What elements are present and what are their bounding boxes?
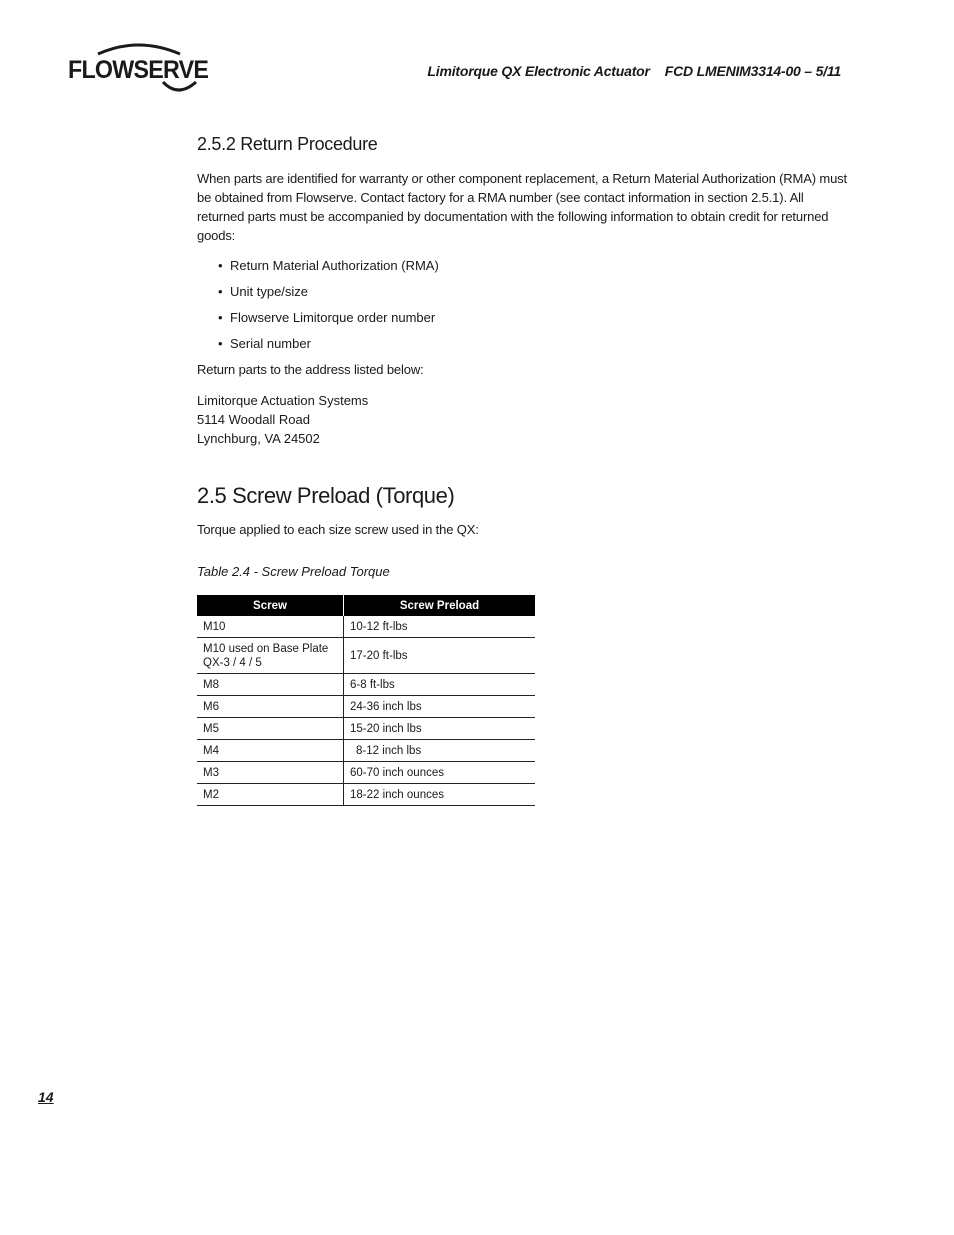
screw-cell: M6 [197,696,344,718]
preload-cell: 17-20 ft-lbs [344,638,536,674]
document-code: FCD LMENIM3314-00 – 5/11 [664,63,841,79]
table-row [197,674,535,696]
column-header-screw: Screw [197,595,344,616]
address-line: Limitorque Actuation Systems [197,393,369,408]
address-line: 5114 Woodall Road [197,412,310,427]
table-row [197,784,535,806]
table-row [197,696,535,718]
table-row [197,740,535,762]
preload-cell: 18-22 inch ounces [344,784,536,806]
screw-cell: M10 [197,616,344,638]
running-header [427,63,841,79]
table-row [197,718,535,740]
table-row [197,762,535,784]
table-row [197,616,535,638]
page-content [197,134,847,806]
list-item: • Unit type/size [197,282,847,301]
running-title: Limitorque QX Electronic Actuator [427,63,650,79]
preload-cell: 15-20 inch lbs [344,718,536,740]
list-item: • Return Material Authorization (RMA) [197,256,847,275]
table-header-row [197,595,535,616]
preload-cell: 60-70 inch ounces [344,762,536,784]
preload-cell: 10-12 ft-lbs [344,616,536,638]
return-procedure-paragraph: When parts are identified for warranty or other component replacement, a Return Material Authorization (RMA) must be obtained from Flowserve. Contact factory for a RMA number (see contact information in section 2.5.1). All returned parts must be accompanied by documentation with the following information to obtain credit for returned goods: [197,171,847,243]
screw-preload-intro: Torque applied to each size screw used in the QX: [197,522,479,537]
return-address [197,391,847,448]
screw-cell: M4 [197,740,344,762]
screw-preload-table [197,595,535,806]
preload-cell: 6-8 ft-lbs [344,674,536,696]
return-requirements-list [197,256,847,353]
page-number: 14 [38,1089,54,1105]
preload-cell: 24-36 inch lbs [344,696,536,718]
screw-preload-heading: 2.5 Screw Preload (Torque) [197,483,455,508]
list-item: • Serial number [197,334,847,353]
address-line: Lynchburg, VA 24502 [197,431,320,446]
screw-cell: M3 [197,762,344,784]
screw-cell: M8 [197,674,344,696]
screw-cell: M2 [197,784,344,806]
preload-cell: 8-12 inch lbs [344,740,536,762]
screw-cell: M5 [197,718,344,740]
screw-cell: M10 used on Base Plate QX-3 / 4 / 5 [197,638,344,674]
column-header-preload: Screw Preload [344,595,536,616]
table-row [197,638,535,674]
return-procedure-heading: 2.5.2 Return Procedure [197,134,378,154]
table-caption: Table 2.4 - Screw Preload Torque [197,564,390,579]
logo-wordmark: FLOWSERVE [68,56,209,84]
flowserve-logo [68,42,208,96]
list-item: • Flowserve Limitorque order number [197,308,847,327]
return-address-intro: Return parts to the address listed below: [197,362,424,377]
